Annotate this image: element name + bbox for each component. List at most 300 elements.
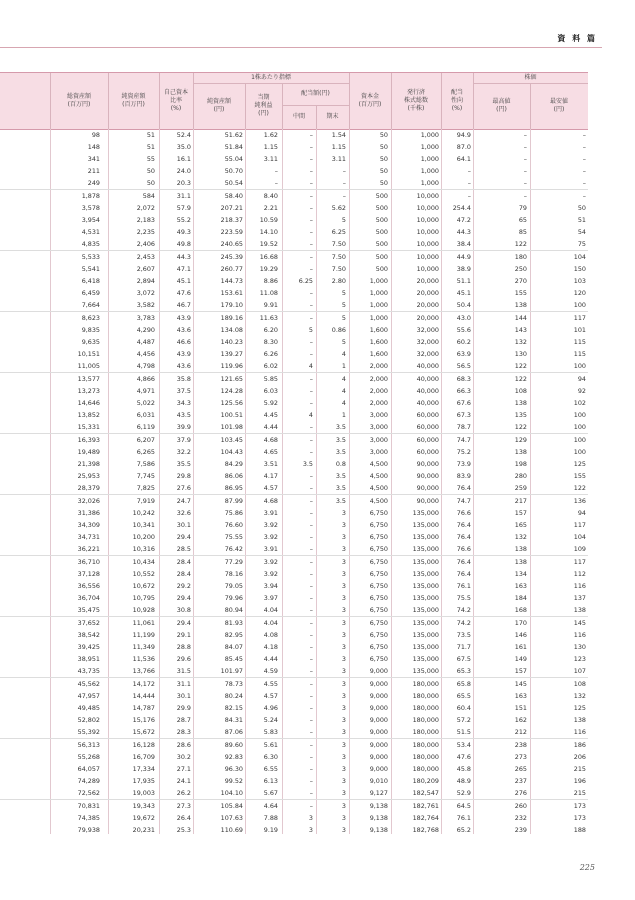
cell-net-assets: 55 xyxy=(146,155,155,163)
cell-net-assets: 17,935 xyxy=(132,777,155,785)
cell-equity-ratio: 43.9 xyxy=(176,350,191,358)
cell-interim: – xyxy=(309,179,313,187)
cell-net-assets: 11,536 xyxy=(132,655,155,663)
cell-year-end: 5 xyxy=(341,314,346,322)
cell-year-end: 3 xyxy=(341,777,346,785)
cell-eps: 3.92 xyxy=(263,521,278,529)
cell-eps: 16.68 xyxy=(259,253,278,261)
cell-bps: 96.30 xyxy=(224,765,243,773)
cell-high: – xyxy=(523,192,527,200)
cell-equity-ratio: 27.1 xyxy=(176,765,191,773)
cell-shares: 180,000 xyxy=(412,692,439,700)
cell-year-end: 3 xyxy=(341,533,346,541)
cell-capital: 4,500 xyxy=(369,472,388,480)
cell-equity-ratio: 47.6 xyxy=(176,289,191,297)
cell-equity-ratio: 30.2 xyxy=(176,753,191,761)
cell-eps: 19.52 xyxy=(259,240,278,248)
cell-bps: 51.62 xyxy=(224,131,243,139)
cell-net-assets: 16,709 xyxy=(132,753,155,761)
cell-capital: 9,010 xyxy=(369,777,388,785)
cell-eps: 4.96 xyxy=(263,704,278,712)
cell-equity-ratio: 32.6 xyxy=(176,509,191,517)
cell-net-assets: 14,172 xyxy=(132,680,155,688)
cell-year-end: 1.54 xyxy=(331,131,346,139)
cell-payout: 75.2 xyxy=(456,448,471,456)
cell-equity-ratio: 43.9 xyxy=(176,314,191,322)
cell-eps: 4.44 xyxy=(263,423,278,431)
table-row xyxy=(0,580,588,592)
cell-interim: – xyxy=(309,301,313,309)
cell-shares: 135,000 xyxy=(412,631,439,639)
cell-eps: 6.55 xyxy=(263,765,278,773)
cell-high: 237 xyxy=(514,777,527,785)
cell-shares: 135,000 xyxy=(412,533,439,541)
table-row xyxy=(0,421,588,434)
cell-eps: 4.44 xyxy=(263,655,278,663)
table-row xyxy=(0,190,588,202)
cell-low: 138 xyxy=(573,716,586,724)
cell-interim: – xyxy=(309,289,313,297)
cell-low: 100 xyxy=(573,448,586,456)
cell-shares: 10,000 xyxy=(416,228,439,236)
cell-low: 103 xyxy=(573,277,586,285)
cell-capital: 500 xyxy=(375,240,388,248)
cell-equity-ratio: 57.9 xyxy=(176,204,191,212)
cell-capital: 2,000 xyxy=(369,375,388,383)
cell-high: 122 xyxy=(514,423,527,431)
cell-total-assets: 64,057 xyxy=(77,765,100,773)
cell-payout: – xyxy=(467,192,471,200)
cell-eps: 6.26 xyxy=(263,350,278,358)
cell-net-assets: 51 xyxy=(146,131,155,139)
cell-high: 132 xyxy=(514,533,527,541)
cell-interim: – xyxy=(309,667,313,675)
cell-year-end: 5 xyxy=(341,216,346,224)
cell-equity-ratio: 26.4 xyxy=(176,814,191,822)
table-row xyxy=(0,263,588,275)
table-header xyxy=(0,72,588,130)
cell-shares: 40,000 xyxy=(416,387,439,395)
cell-total-assets: 37,128 xyxy=(77,570,100,578)
cell-net-assets: 10,316 xyxy=(132,545,155,553)
cell-total-assets: 13,852 xyxy=(77,411,100,419)
cell-eps: 4.55 xyxy=(263,680,278,688)
cell-high: 129 xyxy=(514,436,527,444)
cell-capital: 3,000 xyxy=(369,436,388,444)
cell-high: 273 xyxy=(514,753,527,761)
cell-low: 132 xyxy=(573,692,586,700)
cell-capital: 9,000 xyxy=(369,728,388,736)
cell-low: 215 xyxy=(573,765,586,773)
cell-capital: 9,000 xyxy=(369,692,388,700)
cell-year-end: – xyxy=(342,179,346,187)
cell-total-assets: 341 xyxy=(87,155,100,163)
cell-total-assets: 55,392 xyxy=(77,728,100,736)
cell-net-assets: 7,745 xyxy=(136,472,155,480)
cell-net-assets: 6,031 xyxy=(136,411,155,419)
table-row xyxy=(0,592,588,604)
cell-total-assets: 15,331 xyxy=(77,423,100,431)
cell-payout: 78.7 xyxy=(456,423,471,431)
cell-high: 122 xyxy=(514,362,527,370)
cell-high: – xyxy=(523,131,527,139)
cell-interim: – xyxy=(309,265,313,273)
cell-low: 145 xyxy=(573,619,586,627)
cell-low: 94 xyxy=(577,509,586,517)
cell-year-end: 3 xyxy=(341,814,346,822)
cell-net-assets: 10,672 xyxy=(132,582,155,590)
cell-bps: 58.40 xyxy=(224,192,243,200)
table-row xyxy=(0,409,588,421)
cell-year-end: 3 xyxy=(341,655,346,663)
cell-eps: 4.68 xyxy=(263,497,278,505)
cell-interim: – xyxy=(309,375,313,383)
cell-year-end: 3.5 xyxy=(335,472,346,480)
cell-equity-ratio: 29.4 xyxy=(176,594,191,602)
cell-low: 100 xyxy=(573,362,586,370)
cell-payout: 65.5 xyxy=(456,692,471,700)
cell-bps: 86.06 xyxy=(224,472,243,480)
table-row xyxy=(0,787,588,800)
cell-net-assets: 11,349 xyxy=(132,643,155,651)
cell-eps: 6.02 xyxy=(263,362,278,370)
table-row xyxy=(0,348,588,360)
col-header-net-assets: 純資産額 (百万円) xyxy=(121,93,146,108)
cell-shares: 182,761 xyxy=(412,802,439,810)
col-header-year-end: 期末 xyxy=(326,113,339,120)
cell-eps: 14.10 xyxy=(259,228,278,236)
cell-year-end: 3 xyxy=(341,521,346,529)
cell-year-end: 5 xyxy=(341,289,346,297)
cell-net-assets: 2,406 xyxy=(136,240,155,248)
cell-capital: 2,000 xyxy=(369,399,388,407)
cell-high: 134 xyxy=(514,570,527,578)
cell-net-assets: 11,061 xyxy=(132,619,155,627)
cell-equity-ratio: 30.8 xyxy=(176,606,191,614)
cell-low: 94 xyxy=(577,375,586,383)
cell-payout: 63.9 xyxy=(456,350,471,358)
cell-capital: 9,138 xyxy=(369,826,388,834)
cell-payout: 38.4 xyxy=(456,240,471,248)
cell-shares: 180,000 xyxy=(412,765,439,773)
cell-shares: 135,000 xyxy=(412,570,439,578)
cell-total-assets: 32,026 xyxy=(77,497,100,505)
cell-capital: 9,138 xyxy=(369,814,388,822)
cell-shares: 135,000 xyxy=(412,594,439,602)
cell-year-end: 1 xyxy=(341,362,346,370)
cell-eps: 4.59 xyxy=(263,667,278,675)
cell-shares: 135,000 xyxy=(412,606,439,614)
cell-total-assets: 70,831 xyxy=(77,802,100,810)
cell-bps: 189.16 xyxy=(220,314,243,322)
cell-equity-ratio: 46.7 xyxy=(176,301,191,309)
cell-eps: 5.67 xyxy=(263,789,278,797)
cell-capital: 50 xyxy=(379,155,388,163)
cell-high: – xyxy=(523,143,527,151)
cell-total-assets: 34,731 xyxy=(77,533,100,541)
cell-net-assets: 19,003 xyxy=(132,789,155,797)
col-header-payout: 配当 性向 (%) xyxy=(450,89,463,112)
cell-bps: 50.54 xyxy=(224,179,243,187)
table-body xyxy=(0,129,588,836)
cell-capital: 6,750 xyxy=(369,533,388,541)
cell-interim: – xyxy=(309,167,313,175)
cell-low: 101 xyxy=(573,326,586,334)
cell-eps: 4.45 xyxy=(263,411,278,419)
col-header-capital: 資本金 (百万円) xyxy=(358,93,382,108)
table-row xyxy=(0,678,588,690)
cell-high: – xyxy=(523,167,527,175)
cell-total-assets: 25,953 xyxy=(77,472,100,480)
table-row xyxy=(0,763,588,775)
cell-eps: 19.29 xyxy=(259,265,278,273)
cell-total-assets: 47,957 xyxy=(77,692,100,700)
cell-year-end: 7.50 xyxy=(331,240,346,248)
cell-interim: – xyxy=(309,558,313,566)
cell-year-end: 3 xyxy=(341,509,346,517)
cell-total-assets: 7,664 xyxy=(81,301,100,309)
cell-total-assets: 72,562 xyxy=(77,789,100,797)
cell-interim: – xyxy=(309,240,313,248)
cell-total-assets: 36,221 xyxy=(77,545,100,553)
table-row xyxy=(0,177,588,190)
cell-equity-ratio: 24.7 xyxy=(176,497,191,505)
cell-eps: 11.08 xyxy=(259,289,278,297)
cell-bps: 124.28 xyxy=(220,387,243,395)
cell-shares: 90,000 xyxy=(416,472,439,480)
cell-low: 117 xyxy=(573,558,586,566)
cell-bps: 80.94 xyxy=(224,606,243,614)
cell-payout: 64.1 xyxy=(456,155,471,163)
group-header-stock-price: 株価 xyxy=(524,74,537,81)
table-row xyxy=(0,702,588,714)
cell-total-assets: 148 xyxy=(87,143,100,151)
cell-equity-ratio: 47.1 xyxy=(176,265,191,273)
cell-high: 184 xyxy=(514,594,527,602)
cell-eps: 5.24 xyxy=(263,716,278,724)
cell-shares: 60,000 xyxy=(416,411,439,419)
table-row xyxy=(0,287,588,299)
cell-high: 260 xyxy=(514,802,527,810)
cell-bps: 84.31 xyxy=(224,716,243,724)
cell-capital: 1,000 xyxy=(369,301,388,309)
cell-net-assets: 6,265 xyxy=(136,448,155,456)
table-row xyxy=(0,800,588,812)
cell-bps: 79.96 xyxy=(224,594,243,602)
cell-interim: – xyxy=(309,387,313,395)
cell-high: 157 xyxy=(514,509,527,517)
cell-year-end: 3 xyxy=(341,692,346,700)
cell-year-end: 4 xyxy=(341,387,346,395)
cell-total-assets: 36,556 xyxy=(77,582,100,590)
cell-total-assets: 11,005 xyxy=(77,362,100,370)
cell-shares: 135,000 xyxy=(412,509,439,517)
cell-payout: 65.2 xyxy=(456,826,471,834)
table-row xyxy=(0,324,588,336)
cell-payout: 57.2 xyxy=(456,716,471,724)
cell-year-end: 3.5 xyxy=(335,484,346,492)
cell-eps: 5.92 xyxy=(263,399,278,407)
cell-year-end: 3 xyxy=(341,680,346,688)
cell-bps: 107.63 xyxy=(220,814,243,822)
cell-shares: 1,000 xyxy=(420,179,439,187)
cell-interim: – xyxy=(309,545,313,553)
cell-equity-ratio: 46.6 xyxy=(176,338,191,346)
cell-bps: 80.24 xyxy=(224,692,243,700)
cell-net-assets: 10,795 xyxy=(132,594,155,602)
cell-net-assets: 4,487 xyxy=(136,338,155,346)
table-row xyxy=(0,543,588,556)
cell-low: 102 xyxy=(573,399,586,407)
cell-eps: 6.20 xyxy=(263,326,278,334)
cell-interim: – xyxy=(309,423,313,431)
cell-high: – xyxy=(523,179,527,187)
cell-net-assets: 7,586 xyxy=(136,460,155,468)
cell-capital: 6,750 xyxy=(369,582,388,590)
cell-interim: 3.5 xyxy=(302,460,313,468)
cell-eps: 2.21 xyxy=(263,204,278,212)
cell-net-assets: 19,672 xyxy=(132,814,155,822)
cell-payout: 254.4 xyxy=(452,204,471,212)
cell-bps: 85.45 xyxy=(224,655,243,663)
cell-equity-ratio: 31.1 xyxy=(176,680,191,688)
cell-low: 92 xyxy=(577,387,586,395)
cell-payout: 44.9 xyxy=(456,253,471,261)
cell-total-assets: 37,652 xyxy=(77,619,100,627)
cell-capital: 1,600 xyxy=(369,350,388,358)
cell-total-assets: 3,954 xyxy=(81,216,100,224)
cell-eps: 1.15 xyxy=(263,143,278,151)
table-row xyxy=(0,507,588,519)
cell-shares: 135,000 xyxy=(412,521,439,529)
cell-bps: 51.84 xyxy=(224,143,243,151)
cell-payout: 75.5 xyxy=(456,594,471,602)
table-row xyxy=(0,226,588,238)
cell-interim: – xyxy=(309,484,313,492)
cell-total-assets: 19,489 xyxy=(77,448,100,456)
cell-low: 196 xyxy=(573,777,586,785)
cell-interim: – xyxy=(309,509,313,517)
cell-year-end: 3 xyxy=(341,667,346,675)
cell-bps: 134.08 xyxy=(220,326,243,334)
cell-interim: – xyxy=(309,521,313,529)
cell-bps: 245.39 xyxy=(220,253,243,261)
cell-bps: 79.05 xyxy=(224,582,243,590)
cell-low: 104 xyxy=(573,533,586,541)
cell-bps: 240.65 xyxy=(220,240,243,248)
cell-capital: 9,000 xyxy=(369,753,388,761)
cell-payout: 44.3 xyxy=(456,228,471,236)
cell-year-end: 4 xyxy=(341,350,346,358)
cell-interim: – xyxy=(309,338,313,346)
cell-capital: 500 xyxy=(375,228,388,236)
cell-net-assets: 5,022 xyxy=(136,399,155,407)
cell-capital: 500 xyxy=(375,265,388,273)
cell-net-assets: 6,207 xyxy=(136,436,155,444)
cell-interim: – xyxy=(309,192,313,200)
cell-high: 250 xyxy=(514,265,527,273)
cell-high: 138 xyxy=(514,545,527,553)
cell-total-assets: 13,577 xyxy=(77,375,100,383)
cell-year-end: 7.50 xyxy=(331,265,346,273)
col-header-interim: 中間 xyxy=(292,113,305,120)
group-header-dividend: 配当額(円) xyxy=(301,90,330,97)
cell-equity-ratio: 29.4 xyxy=(176,619,191,627)
cell-eps: 8.86 xyxy=(263,277,278,285)
cell-interim: – xyxy=(309,606,313,614)
cell-net-assets: 7,919 xyxy=(136,497,155,505)
cell-interim: – xyxy=(309,216,313,224)
table-row xyxy=(0,238,588,251)
cell-payout: 50.4 xyxy=(456,301,471,309)
cell-year-end: 0.86 xyxy=(331,326,346,334)
cell-high: 149 xyxy=(514,655,527,663)
table-row xyxy=(0,251,588,263)
cell-total-assets: 13,273 xyxy=(77,387,100,395)
cell-eps: 3.91 xyxy=(263,545,278,553)
cell-year-end: 3 xyxy=(341,716,346,724)
cell-payout: 51.5 xyxy=(456,728,471,736)
cell-net-assets: 3,582 xyxy=(136,301,155,309)
cell-low: 150 xyxy=(573,265,586,273)
cell-year-end: 3 xyxy=(341,594,346,602)
table-row xyxy=(0,641,588,653)
cell-total-assets: 36,704 xyxy=(77,594,100,602)
cell-equity-ratio: 34.3 xyxy=(176,399,191,407)
cell-capital: 1,000 xyxy=(369,314,388,322)
cell-low: 123 xyxy=(573,655,586,663)
cell-net-assets: 14,444 xyxy=(132,692,155,700)
table-row xyxy=(0,739,588,751)
cell-low: – xyxy=(582,179,586,187)
cell-high: 212 xyxy=(514,728,527,736)
cell-bps: 75.86 xyxy=(224,509,243,517)
cell-bps: 55.04 xyxy=(224,155,243,163)
cell-equity-ratio: 32.2 xyxy=(176,448,191,456)
col-header-eps: 当期 純利益 (円) xyxy=(254,94,273,117)
cell-low: 107 xyxy=(573,667,586,675)
cell-capital: 2,000 xyxy=(369,362,388,370)
cell-eps: 4.18 xyxy=(263,643,278,651)
cell-eps: 3.92 xyxy=(263,570,278,578)
cell-payout: – xyxy=(467,179,471,187)
cell-payout: 56.5 xyxy=(456,362,471,370)
cell-low: 206 xyxy=(573,753,586,761)
cell-shares: 10,000 xyxy=(416,253,439,261)
cell-net-assets: 4,866 xyxy=(136,375,155,383)
cell-high: 163 xyxy=(514,582,527,590)
cell-equity-ratio: 44.3 xyxy=(176,253,191,261)
cell-payout: 52.9 xyxy=(456,789,471,797)
cell-interim: – xyxy=(309,143,313,151)
cell-low: 54 xyxy=(577,228,586,236)
cell-year-end: 4 xyxy=(341,375,346,383)
cell-equity-ratio: 35.0 xyxy=(176,143,191,151)
cell-net-assets: 19,343 xyxy=(132,802,155,810)
cell-total-assets: 55,268 xyxy=(77,753,100,761)
cell-capital: 3,000 xyxy=(369,448,388,456)
cell-equity-ratio: 29.2 xyxy=(176,582,191,590)
cell-net-assets: 6,119 xyxy=(136,423,155,431)
cell-year-end: 3 xyxy=(341,704,346,712)
cell-equity-ratio: 49.8 xyxy=(176,240,191,248)
cell-interim: – xyxy=(309,631,313,639)
cell-high: 180 xyxy=(514,253,527,261)
cell-capital: 50 xyxy=(379,143,388,151)
cell-eps: 3.51 xyxy=(263,460,278,468)
cell-payout: 60.2 xyxy=(456,338,471,346)
cell-total-assets: 1,878 xyxy=(81,192,100,200)
